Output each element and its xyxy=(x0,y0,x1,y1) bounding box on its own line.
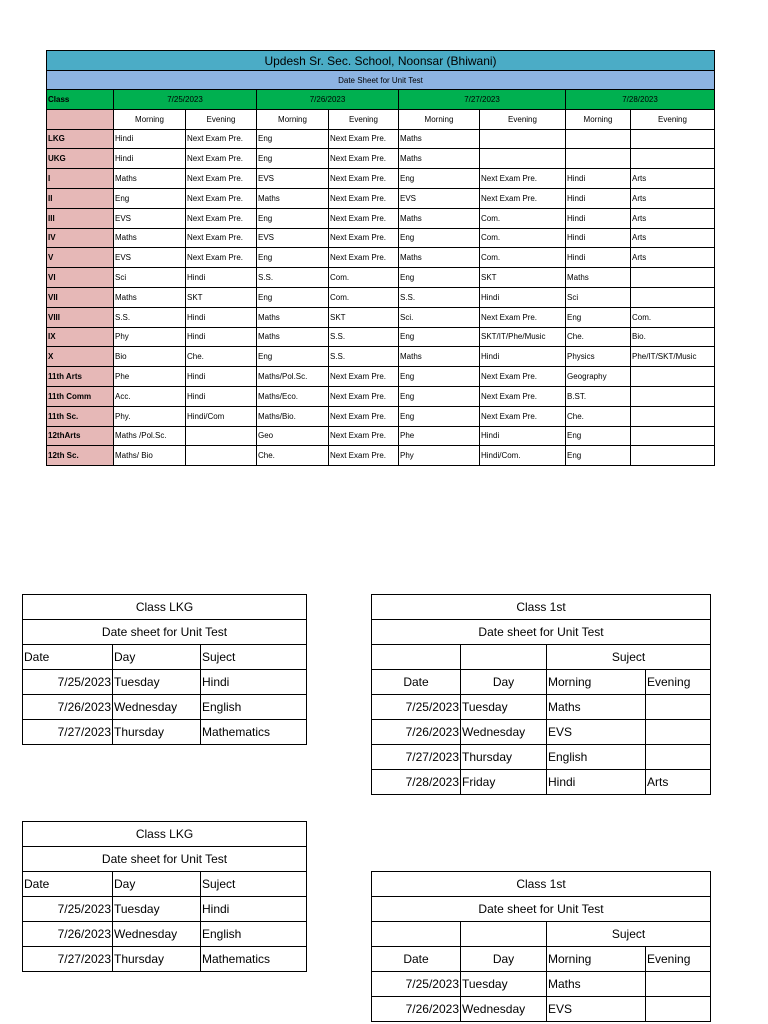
subject-cell: S.S. xyxy=(329,347,399,367)
morning-header: Morning xyxy=(547,947,646,972)
subject-cell: Eng xyxy=(399,169,480,189)
table-row xyxy=(47,287,715,307)
subject-cell: Com. xyxy=(480,248,566,268)
subject-cell: Hindi xyxy=(186,386,257,406)
class-name-cell: 11th Sc. xyxy=(47,406,114,426)
table-row: 7/26/2023 Wednesday English xyxy=(23,922,307,947)
subject-cell xyxy=(186,426,257,446)
subject-cell xyxy=(631,268,715,288)
table-row xyxy=(47,367,715,387)
session-header: Morning xyxy=(566,109,631,129)
subject-cell: Next Exam Pre. xyxy=(480,307,566,327)
date-sheet-table xyxy=(46,50,715,466)
subject-cell: Maths/Pol.Sc. xyxy=(257,367,329,387)
subject-cell: Hindi/Com xyxy=(186,406,257,426)
subject-cell: EVS xyxy=(114,208,186,228)
subject-cell xyxy=(631,426,715,446)
subject-cell: Hindi xyxy=(480,287,566,307)
subject-cell: Hindi xyxy=(566,228,631,248)
subject-cell: Maths xyxy=(566,268,631,288)
class1-title: Class 1st xyxy=(372,595,711,620)
blank-cell xyxy=(47,109,114,129)
table-row: 7/27/2023 Thursday English xyxy=(372,745,711,770)
table-row xyxy=(47,327,715,347)
table-row xyxy=(47,307,715,327)
subject-cell: Eng xyxy=(399,406,480,426)
subject-cell: Maths xyxy=(114,287,186,307)
class-name-cell: IX xyxy=(47,327,114,347)
subject-header: Suject xyxy=(547,922,711,947)
subject-cell: Physics xyxy=(566,347,631,367)
subject-cell: Che. xyxy=(257,446,329,466)
subject-cell xyxy=(566,149,631,169)
subject-cell: EVS xyxy=(257,169,329,189)
class-name-cell: II xyxy=(47,188,114,208)
subject-cell xyxy=(631,129,715,149)
class-name-cell: 12th Sc. xyxy=(47,446,114,466)
subject-cell: Acc. xyxy=(114,386,186,406)
subject-cell: Next Exam Pre. xyxy=(329,149,399,169)
sheet-subtitle: Date Sheet for Unit Test xyxy=(47,71,715,90)
subject-cell: Sci xyxy=(566,287,631,307)
class1-title: Class 1st xyxy=(372,872,711,897)
subject-cell xyxy=(566,129,631,149)
table-row xyxy=(47,386,715,406)
date-header: Date xyxy=(23,645,113,670)
class1-date-sheet xyxy=(371,594,711,795)
subject-cell: Hindi xyxy=(566,188,631,208)
session-header: Morning xyxy=(257,109,329,129)
table-row: 7/26/2023 Wednesday EVS xyxy=(372,997,711,1022)
lkg-subtitle: Date sheet for Unit Test xyxy=(23,847,307,872)
subject-cell: Arts xyxy=(631,169,715,189)
subject-cell: Bio xyxy=(114,347,186,367)
subject-cell: S.S. xyxy=(329,327,399,347)
table-row xyxy=(47,347,715,367)
subject-header: Suject xyxy=(201,872,307,897)
subject-cell: Eng xyxy=(566,446,631,466)
school-title: Updesh Sr. Sec. School, Noonsar (Bhiwani) xyxy=(47,51,715,71)
subject-cell: Bio. xyxy=(631,327,715,347)
session-header: Evening xyxy=(480,109,566,129)
table-row: 7/25/2023 Tuesday Hindi xyxy=(23,897,307,922)
table-row: 7/27/2023 Thursday Mathematics xyxy=(23,947,307,972)
subject-cell: Eng xyxy=(566,426,631,446)
class-name-cell: 11th Comm xyxy=(47,386,114,406)
date-header: Date xyxy=(372,670,461,695)
lkg-subtitle: Date sheet for Unit Test xyxy=(23,620,307,645)
subject-header: Suject xyxy=(547,645,711,670)
table-row xyxy=(47,169,715,189)
subject-cell xyxy=(631,446,715,466)
subject-cell: SKT xyxy=(186,287,257,307)
subject-cell xyxy=(631,149,715,169)
subject-cell: Maths/Eco. xyxy=(257,386,329,406)
subject-cell: Hindi xyxy=(566,169,631,189)
subject-cell xyxy=(631,367,715,387)
subject-cell: Hindi xyxy=(186,268,257,288)
subject-cell: Arts xyxy=(631,208,715,228)
class-name-cell: III xyxy=(47,208,114,228)
subject-cell: Che. xyxy=(186,347,257,367)
subject-cell: S.S. xyxy=(257,268,329,288)
subject-cell: Next Exam Pre. xyxy=(186,129,257,149)
subject-cell: Geo xyxy=(257,426,329,446)
table-row: 7/25/2023 Tuesday Maths xyxy=(372,695,711,720)
subject-cell: Next Exam Pre. xyxy=(329,188,399,208)
session-header: Evening xyxy=(329,109,399,129)
session-header: Morning xyxy=(399,109,480,129)
subject-cell: Next Exam Pre. xyxy=(480,386,566,406)
morning-header: Morning xyxy=(547,670,646,695)
table-row xyxy=(47,426,715,446)
subject-cell: Next Exam Pre. xyxy=(186,228,257,248)
subject-cell: Maths xyxy=(114,228,186,248)
table-row: 7/25/2023 Tuesday Hindi xyxy=(23,670,307,695)
subject-cell: Com. xyxy=(329,268,399,288)
subject-cell: Maths /Pol.Sc. xyxy=(114,426,186,446)
subject-cell: Maths xyxy=(399,248,480,268)
subject-cell: Eng xyxy=(257,287,329,307)
subject-cell: EVS xyxy=(257,228,329,248)
subject-cell: Maths xyxy=(399,347,480,367)
class1-subtitle: Date sheet for Unit Test xyxy=(372,620,711,645)
subject-cell: Next Exam Pre. xyxy=(186,248,257,268)
evening-header: Evening xyxy=(646,947,711,972)
class1-date-sheet xyxy=(371,871,711,1022)
subject-cell: Geography xyxy=(566,367,631,387)
subject-cell: Eng xyxy=(399,367,480,387)
subject-cell: SKT xyxy=(329,307,399,327)
subject-cell: Arts xyxy=(631,188,715,208)
class-name-cell: 12thArts xyxy=(47,426,114,446)
subject-cell: Eng xyxy=(399,386,480,406)
subject-cell: Next Exam Pre. xyxy=(480,169,566,189)
subject-cell: Hindi xyxy=(480,426,566,446)
session-header: Morning xyxy=(114,109,186,129)
subject-cell: S.S. xyxy=(399,287,480,307)
session-header: Evening xyxy=(186,109,257,129)
subject-header: Suject xyxy=(201,645,307,670)
date-header: Date xyxy=(372,947,461,972)
subject-cell: Next Exam Pre. xyxy=(329,406,399,426)
subject-cell: Maths/Bio. xyxy=(257,406,329,426)
date-header: Date xyxy=(23,872,113,897)
subject-cell: EVS xyxy=(114,248,186,268)
subject-cell: EVS xyxy=(399,188,480,208)
subject-cell xyxy=(480,129,566,149)
class1-subtitle: Date sheet for Unit Test xyxy=(372,897,711,922)
subject-cell: Eng xyxy=(257,129,329,149)
table-row xyxy=(47,208,715,228)
subject-cell xyxy=(480,149,566,169)
day-header: Day xyxy=(113,872,201,897)
subject-cell: Eng xyxy=(399,228,480,248)
table-row xyxy=(47,228,715,248)
table-row xyxy=(47,188,715,208)
class-header: Class xyxy=(47,90,114,110)
day-header: Day xyxy=(461,947,547,972)
class-name-cell: UKG xyxy=(47,149,114,169)
subject-cell: Com. xyxy=(329,287,399,307)
subject-cell: Eng xyxy=(257,208,329,228)
date-header: 7/27/2023 xyxy=(399,90,566,110)
blank-cell xyxy=(461,645,547,670)
subject-cell: Com. xyxy=(631,307,715,327)
subject-cell xyxy=(631,386,715,406)
subject-cell: Phe/IT/SKT/Music xyxy=(631,347,715,367)
subject-cell: Eng xyxy=(257,149,329,169)
subject-cell: Maths xyxy=(257,188,329,208)
subject-cell: Com. xyxy=(480,208,566,228)
blank-cell xyxy=(372,922,461,947)
lkg-date-sheet xyxy=(22,821,307,972)
subject-cell: Next Exam Pre. xyxy=(329,248,399,268)
subject-cell: Hindi xyxy=(186,307,257,327)
subject-cell: Next Exam Pre. xyxy=(329,367,399,387)
subject-cell: Phe xyxy=(399,426,480,446)
subject-cell: Hindi xyxy=(480,347,566,367)
subject-cell: Maths xyxy=(399,129,480,149)
subject-cell: Next Exam Pre. xyxy=(480,188,566,208)
subject-cell: Maths xyxy=(399,149,480,169)
table-row: 7/25/2023 Tuesday Maths xyxy=(372,972,711,997)
subject-cell: B.ST. xyxy=(566,386,631,406)
subject-cell: Eng xyxy=(399,268,480,288)
subject-cell: Eng xyxy=(566,307,631,327)
subject-cell: Next Exam Pre. xyxy=(480,406,566,426)
date-header: 7/28/2023 xyxy=(566,90,715,110)
table-row xyxy=(47,268,715,288)
subject-cell: Next Exam Pre. xyxy=(329,386,399,406)
subject-cell: Hindi xyxy=(566,208,631,228)
subject-cell: Eng xyxy=(399,327,480,347)
class-name-cell: VI xyxy=(47,268,114,288)
subject-cell: Next Exam Pre. xyxy=(480,367,566,387)
subject-cell: Hindi xyxy=(186,367,257,387)
blank-cell xyxy=(372,645,461,670)
subject-cell: Maths xyxy=(257,327,329,347)
subject-cell: SKT xyxy=(480,268,566,288)
subject-cell: Com. xyxy=(480,228,566,248)
subject-cell: Next Exam Pre. xyxy=(186,208,257,228)
subject-cell: Phy. xyxy=(114,406,186,426)
subject-cell: Next Exam Pre. xyxy=(186,149,257,169)
subject-cell: Arts xyxy=(631,248,715,268)
lkg-date-sheet xyxy=(22,594,307,745)
subject-cell: Next Exam Pre. xyxy=(329,208,399,228)
class-name-cell: VIII xyxy=(47,307,114,327)
subject-cell: Arts xyxy=(631,228,715,248)
subject-cell: Hindi xyxy=(186,327,257,347)
subject-cell: Next Exam Pre. xyxy=(329,446,399,466)
class-name-cell: V xyxy=(47,248,114,268)
class-name-cell: 11th Arts xyxy=(47,367,114,387)
subject-cell: Maths/ Bio xyxy=(114,446,186,466)
evening-header: Evening xyxy=(646,670,711,695)
table-row xyxy=(47,248,715,268)
table-row: 7/27/2023 Thursday Mathematics xyxy=(23,720,307,745)
subject-cell: Phy xyxy=(114,327,186,347)
lkg-title: Class LKG xyxy=(23,595,307,620)
subject-cell: SKT/IT/Phe/Music xyxy=(480,327,566,347)
subject-cell: Phe xyxy=(114,367,186,387)
subject-cell: Next Exam Pre. xyxy=(186,188,257,208)
subject-cell: Maths xyxy=(257,307,329,327)
subject-cell xyxy=(631,287,715,307)
subject-cell: Eng xyxy=(114,188,186,208)
subject-cell: S.S. xyxy=(114,307,186,327)
date-header: 7/25/2023 xyxy=(114,90,257,110)
subject-cell: Eng xyxy=(257,347,329,367)
table-row: 7/28/2023 Friday Hindi Arts xyxy=(372,770,711,795)
lkg-title: Class LKG xyxy=(23,822,307,847)
subject-cell: Maths xyxy=(399,208,480,228)
subject-cell: Hindi/Com. xyxy=(480,446,566,466)
day-header: Day xyxy=(113,645,201,670)
session-header: Evening xyxy=(631,109,715,129)
subject-cell: Sci. xyxy=(399,307,480,327)
subject-cell: Next Exam Pre. xyxy=(186,169,257,189)
subject-cell: Che. xyxy=(566,406,631,426)
date-header: 7/26/2023 xyxy=(257,90,399,110)
class-name-cell: LKG xyxy=(47,129,114,149)
table-row xyxy=(47,129,715,149)
class-name-cell: X xyxy=(47,347,114,367)
table-row xyxy=(47,406,715,426)
subject-cell: Eng xyxy=(257,248,329,268)
subject-cell: Phy xyxy=(399,446,480,466)
subject-cell: Next Exam Pre. xyxy=(329,169,399,189)
subject-cell: Che. xyxy=(566,327,631,347)
table-row: 7/26/2023 Wednesday English xyxy=(23,695,307,720)
table-row xyxy=(47,149,715,169)
subject-cell: Next Exam Pre. xyxy=(329,426,399,446)
subject-cell xyxy=(186,446,257,466)
blank-cell xyxy=(461,922,547,947)
table-row xyxy=(47,446,715,466)
subject-cell: Next Exam Pre. xyxy=(329,129,399,149)
class-name-cell: IV xyxy=(47,228,114,248)
class-name-cell: I xyxy=(47,169,114,189)
subject-cell: Maths xyxy=(114,169,186,189)
table-row: 7/26/2023 Wednesday EVS xyxy=(372,720,711,745)
subject-cell: Hindi xyxy=(114,149,186,169)
subject-cell: Hindi xyxy=(114,129,186,149)
day-header: Day xyxy=(461,670,547,695)
subject-cell: Hindi xyxy=(566,248,631,268)
subject-cell: Next Exam Pre. xyxy=(329,228,399,248)
class-name-cell: VII xyxy=(47,287,114,307)
subject-cell: Sci xyxy=(114,268,186,288)
subject-cell xyxy=(631,406,715,426)
